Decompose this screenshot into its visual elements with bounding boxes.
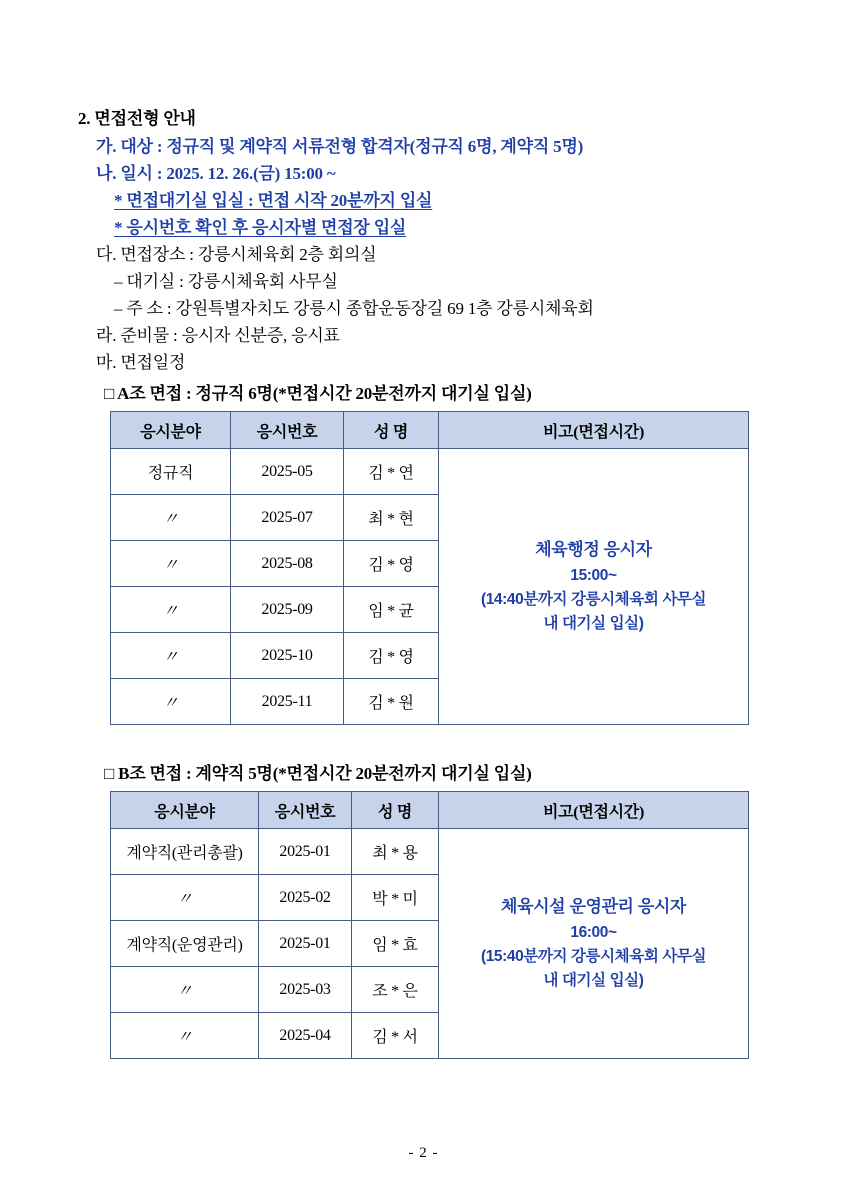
remark-line-note2: 내 대기실 입실) [543,614,644,632]
cell-name: 최 * 현 [344,495,439,541]
item-schedule: 마. 면접일정 [96,353,186,372]
cell-field: 〃 [111,679,231,725]
table-header-row [111,412,749,449]
cell-number: 2025-09 [231,587,344,633]
remark-line-note1: (15:40분까지 강릉시체육회 사무실 [480,947,707,965]
cell-number: 2025-02 [259,875,352,921]
column-header-number: 응시번호 [231,412,344,449]
cell-name: 박 * 미 [352,875,439,921]
cell-name: 김 * 서 [352,1013,439,1059]
remark-line-note2: 내 대기실 입실) [543,971,644,989]
cell-number: 2025-03 [259,967,352,1013]
group-a-table [110,411,749,725]
cell-field: 정규직 [111,449,231,495]
table-header-row [111,792,749,829]
cell-number: 2025-10 [231,633,344,679]
cell-field: 계약직(운영관리) [111,921,259,967]
cell-number: 2025-01 [259,921,352,967]
cell-field: 〃 [111,875,259,921]
cell-name: 김 * 영 [344,541,439,587]
group-a-title: □ A조 면접 : 정규직 6명(*면접시간 20분전까지 대기실 입실) [104,384,532,403]
remark-line-note1: (14:40분까지 강릉시체육회 사무실 [480,590,707,608]
column-header-number: 응시번호 [259,792,352,829]
remark-line-time: 15:00~ [570,566,617,584]
column-header-name: 성 명 [344,412,439,449]
remark-line-title: 체육행정 응시자 [535,540,652,560]
cell-number: 2025-04 [259,1013,352,1059]
table-row [111,449,749,495]
remark-line-title: 체육시설 운영관리 응시자 [501,897,686,917]
group-b-table [110,791,749,1059]
column-header-remark: 비고(면접시간) [439,792,749,829]
cell-name: 김 * 영 [344,633,439,679]
cell-name: 김 * 원 [344,679,439,725]
cell-name: 최 * 용 [352,829,439,875]
item-supplies: 라. 준비물 : 응시자 신분증, 응시표 [96,326,340,345]
cell-number: 2025-01 [259,829,352,875]
cell-name: 조 * 은 [352,967,439,1013]
cell-field: 〃 [111,495,231,541]
cell-field: 〃 [111,1013,259,1059]
note-waiting-room: * 면접대기실 입실 : 면접 시작 20분까지 입실 [114,191,433,210]
item-address: – 주 소 : 강원특별자치도 강릉시 종합운동장길 69 1층 강릉시체육회 [114,299,594,318]
cell-name: 임 * 균 [344,587,439,633]
column-header-field: 응시분야 [111,792,259,829]
cell-remark [439,829,749,1059]
cell-field: 〃 [111,633,231,679]
remark-line-time: 16:00~ [570,923,617,941]
page-title: 2. 면접전형 안내 [78,109,196,128]
cell-number: 2025-11 [231,679,344,725]
page-number: - 2 - [408,1145,439,1161]
group-b-title: □ B조 면접 : 계약직 5명(*면접시간 20분전까지 대기실 입실) [104,764,532,783]
cell-name: 김 * 연 [344,449,439,495]
cell-remark [439,449,749,725]
cell-field: 〃 [111,967,259,1013]
column-header-field: 응시분야 [111,412,231,449]
cell-name: 임 * 효 [352,921,439,967]
cell-number: 2025-08 [231,541,344,587]
cell-field: 〃 [111,587,231,633]
column-header-remark: 비고(면접시간) [439,412,749,449]
cell-number: 2025-07 [231,495,344,541]
note-exam-number: * 응시번호 확인 후 응시자별 면접장 입실 [114,218,407,237]
cell-field: 〃 [111,541,231,587]
item-location: 다. 면접장소 : 강릉시체육회 2층 회의실 [96,245,377,264]
cell-number: 2025-05 [231,449,344,495]
item-waiting-room: – 대기실 : 강릉시체육회 사무실 [114,272,338,291]
item-target: 가. 대상 : 정규직 및 계약직 서류전형 합격자(정규직 6명, 계약직 5명) [96,137,584,156]
item-datetime: 나. 일시 : 2025. 12. 26.(금) 15:00 ~ [96,164,336,183]
column-header-name: 성 명 [352,792,439,829]
table-row [111,829,749,875]
cell-field: 계약직(관리총괄) [111,829,259,875]
